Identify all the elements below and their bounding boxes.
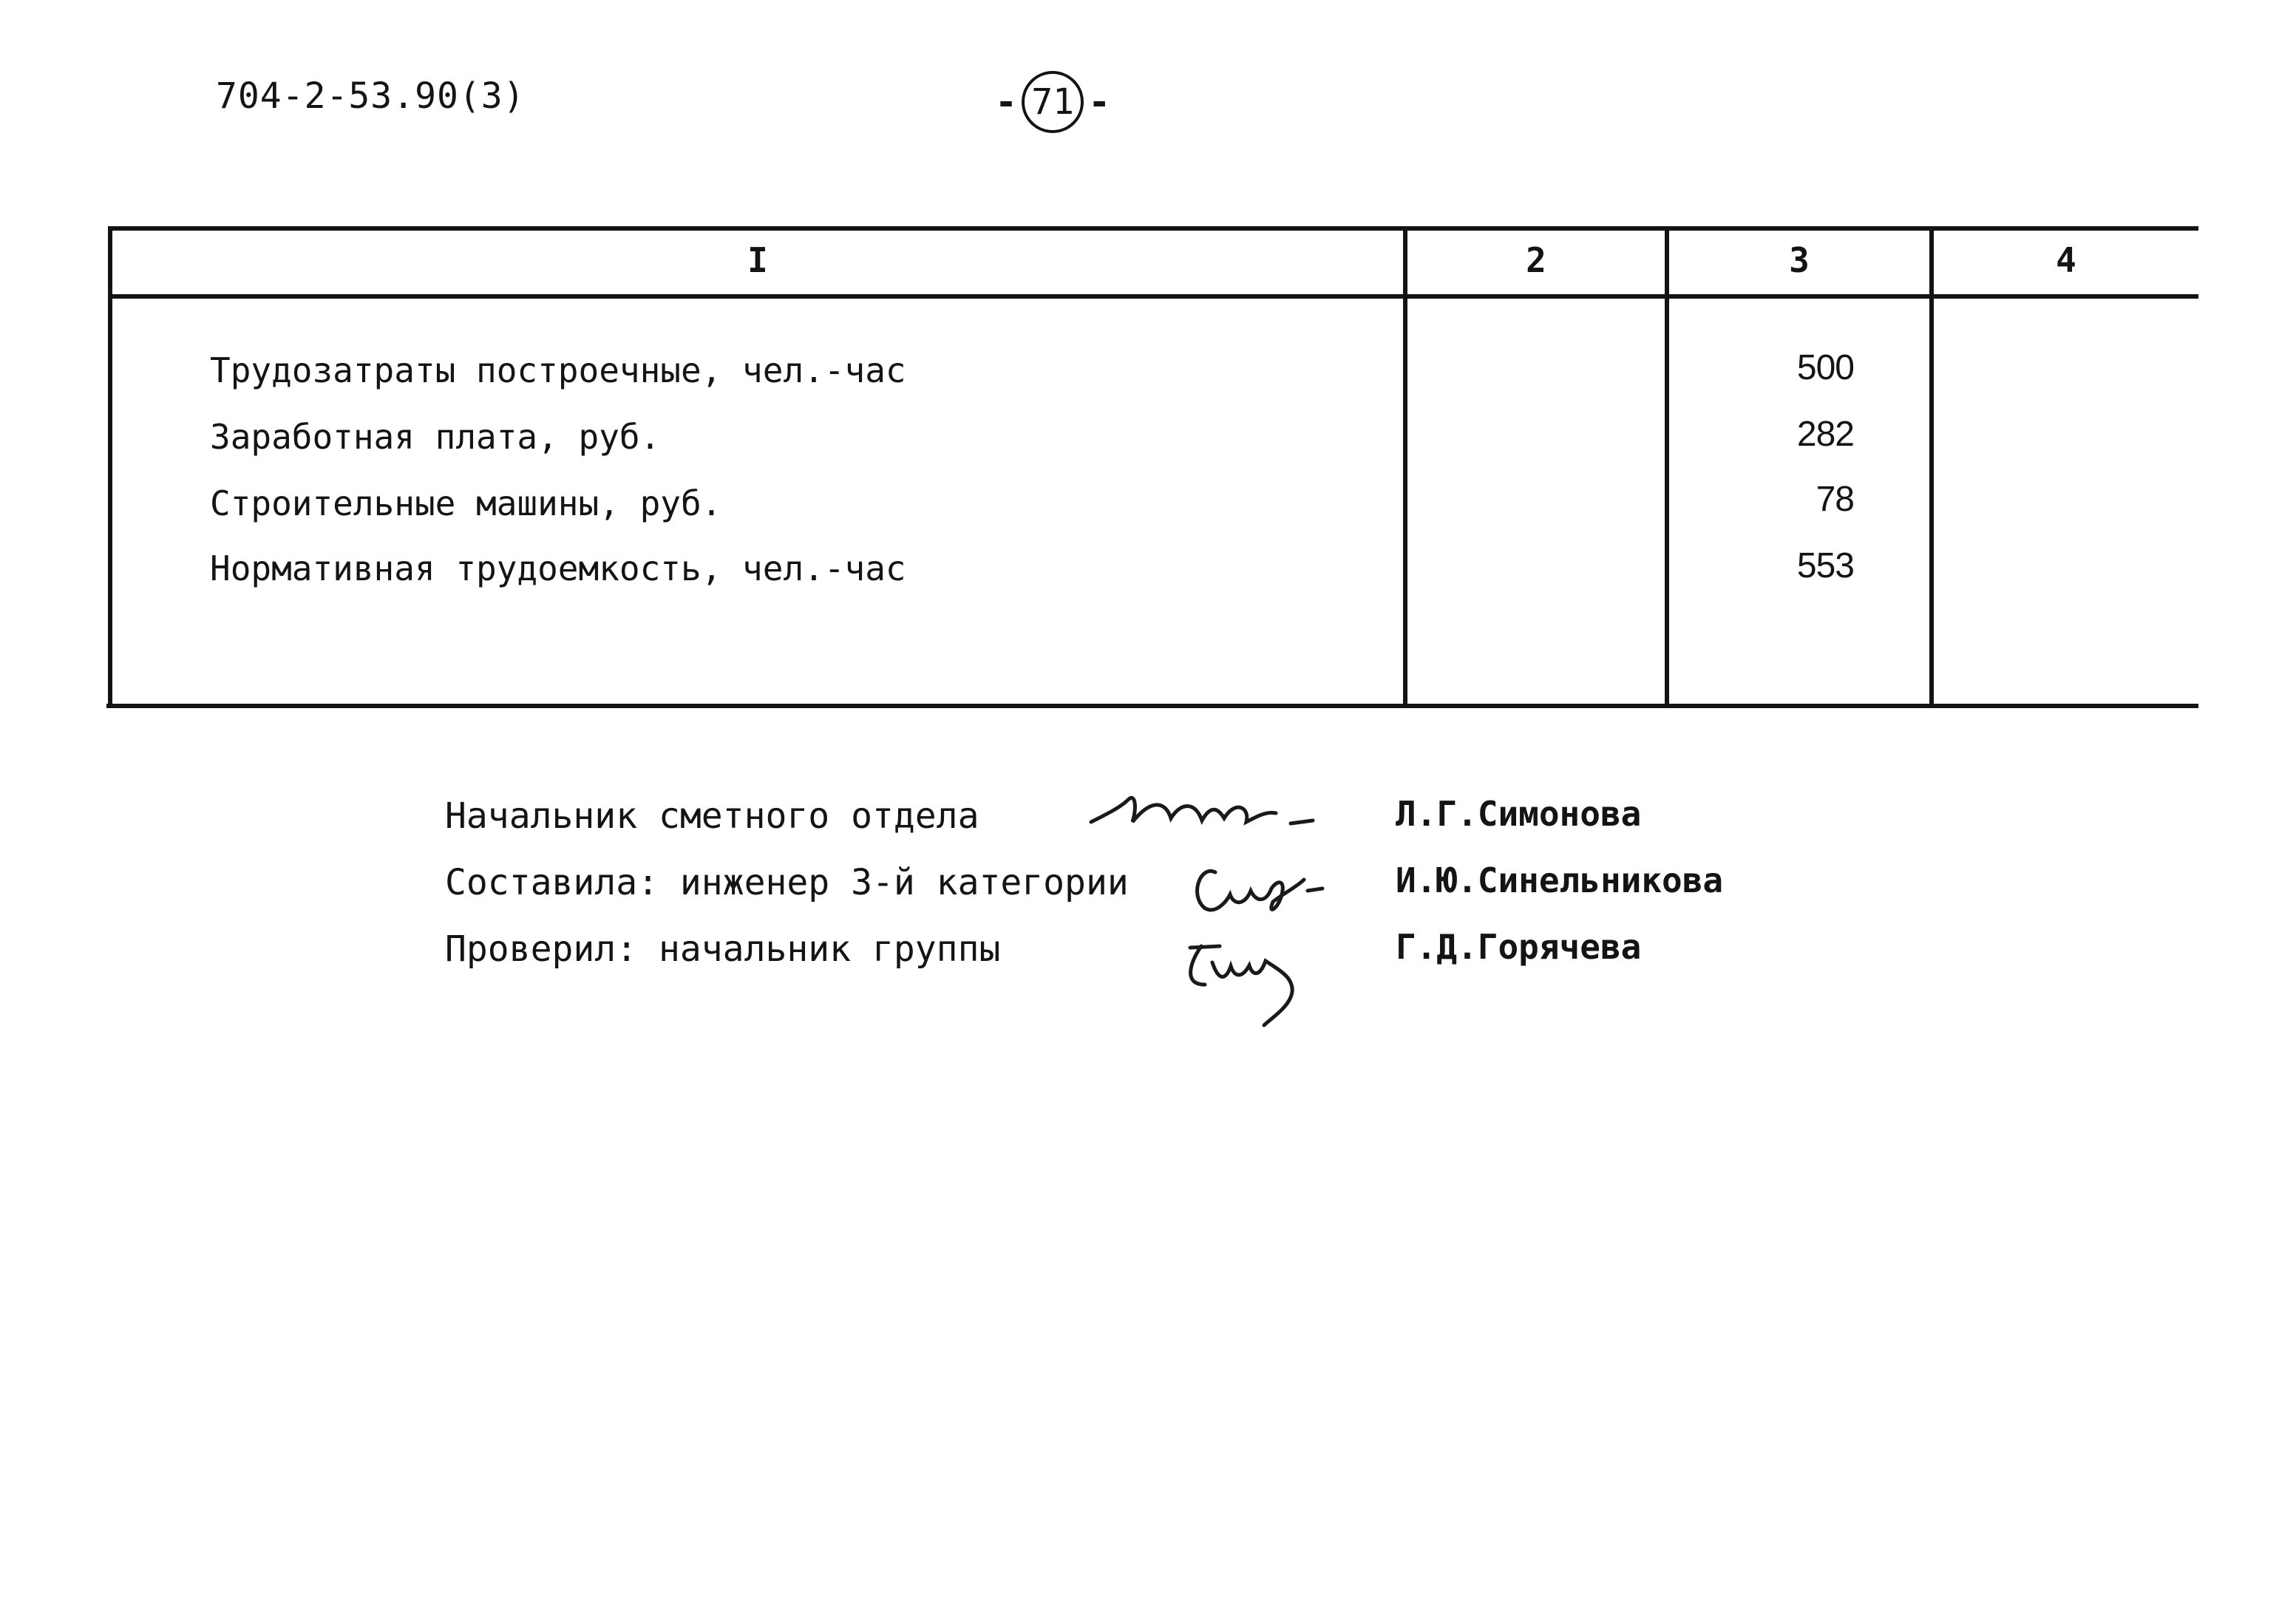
table-header-divider bbox=[109, 294, 2198, 299]
table-left-border bbox=[108, 226, 112, 708]
table-row-label: Заработная плата, руб. bbox=[210, 417, 661, 457]
column-separator-2 bbox=[1665, 226, 1669, 708]
column-separator-1 bbox=[1403, 226, 1407, 708]
page-number bbox=[991, 67, 1115, 137]
cost-table bbox=[106, 226, 2198, 711]
signature-title-checker: Проверил: начальник группы bbox=[445, 928, 1001, 970]
table-row-label: Строительные машины, руб. bbox=[210, 483, 722, 523]
signature-title-engineer: Составила: инженер 3-й категории bbox=[445, 862, 1129, 903]
column-header-4: 4 bbox=[2056, 240, 2076, 280]
column-header-1: I bbox=[747, 240, 768, 280]
handwritten-signature-icon bbox=[1168, 933, 1316, 1036]
table-row-value: 500 bbox=[1796, 348, 1854, 387]
table-bottom-border bbox=[106, 704, 2198, 708]
signature-title-head: Начальник сметного отдела bbox=[445, 795, 979, 837]
column-separator-3 bbox=[1929, 226, 1934, 708]
page-number-dash-left: - bbox=[995, 81, 1018, 123]
table-row-value: 78 bbox=[1816, 480, 1854, 519]
signature-name-engineer: И.Ю.Синельникова bbox=[1396, 860, 1724, 900]
page-number-dash-right: - bbox=[1088, 81, 1111, 123]
page-number-circle: 71 bbox=[1022, 71, 1084, 133]
table-row-value: 282 bbox=[1796, 415, 1854, 454]
signature-name-head: Л.Г.Симонова bbox=[1396, 794, 1642, 834]
handwritten-signature-icon bbox=[1186, 850, 1334, 924]
table-row-value: 553 bbox=[1796, 546, 1854, 585]
column-header-3: 3 bbox=[1789, 240, 1810, 280]
handwritten-signature-icon bbox=[1084, 778, 1320, 852]
document-code: 704-2-53.90(3) bbox=[216, 75, 526, 117]
table-row-label: Трудозатраты построечные, чел.-час bbox=[210, 350, 906, 390]
column-header-2: 2 bbox=[1526, 240, 1546, 280]
table-row-label: Нормативная трудоемкость, чел.-час bbox=[210, 548, 906, 588]
signature-name-checker: Г.Д.Горячева bbox=[1396, 927, 1642, 967]
